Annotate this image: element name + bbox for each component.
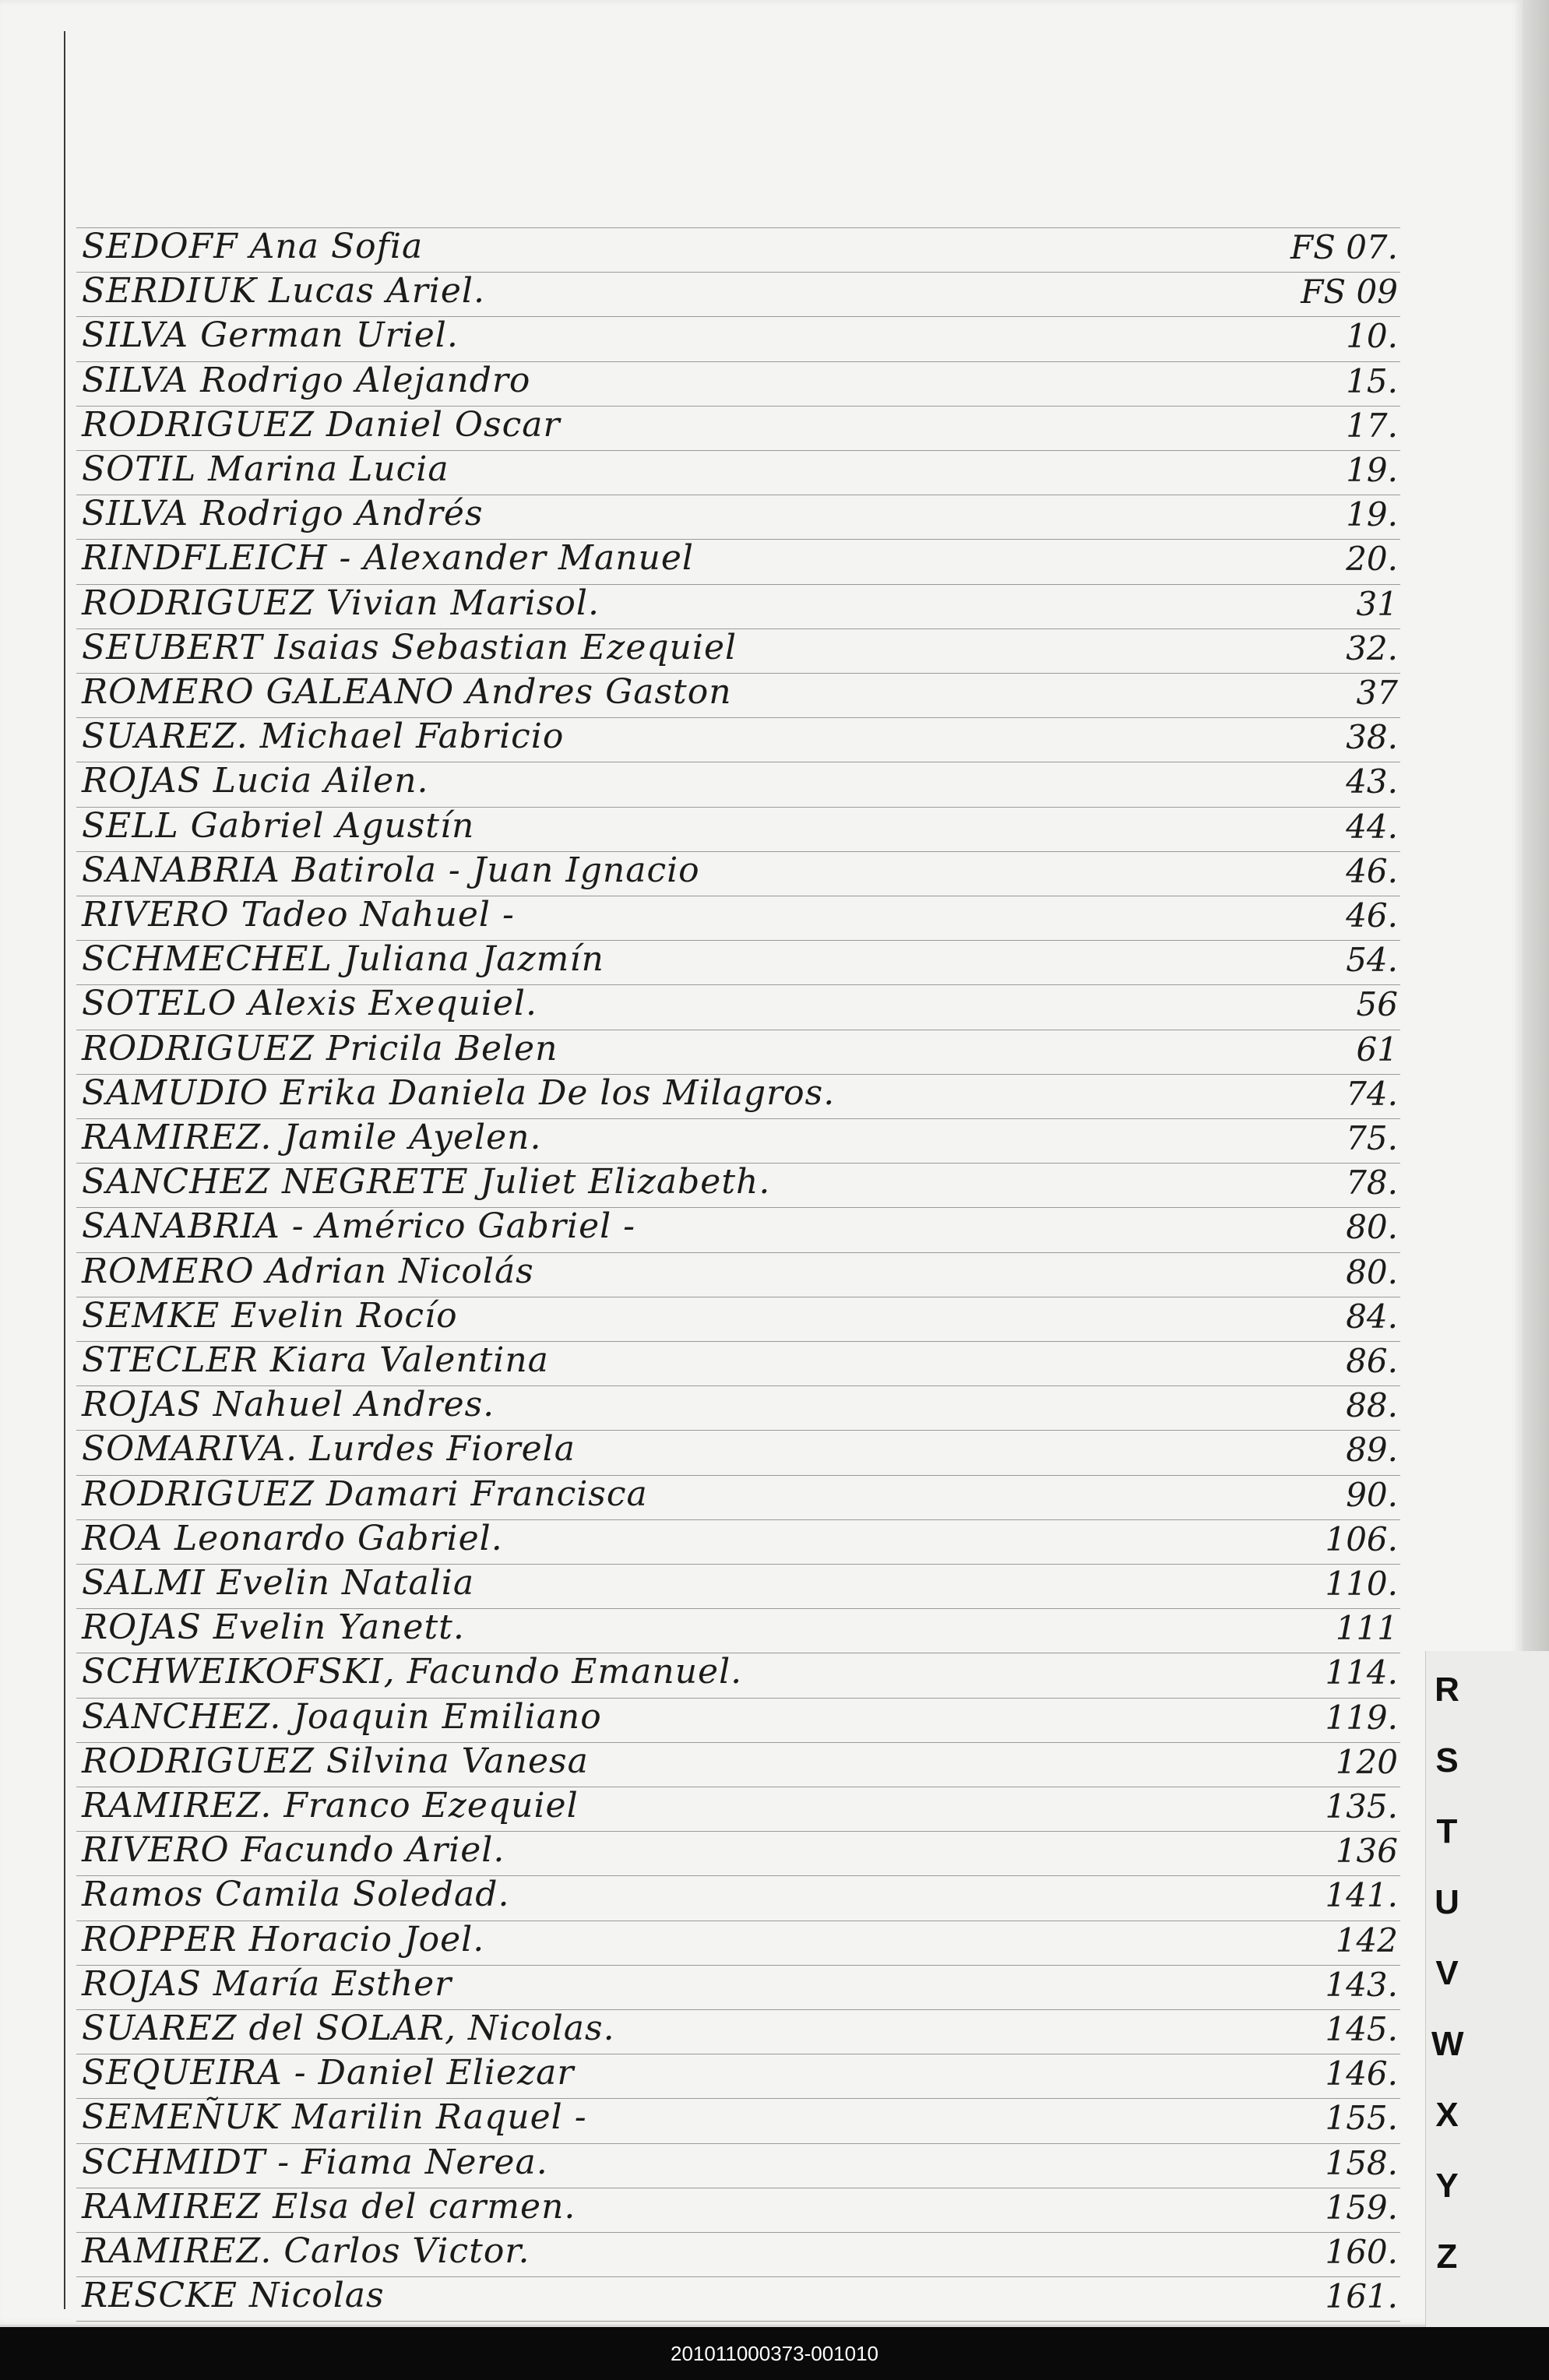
list-item xyxy=(82,1965,1406,2009)
entry-number: 75. xyxy=(1346,1119,1398,1157)
entry-number: 155. xyxy=(1325,2099,1398,2138)
entry-number: 110. xyxy=(1325,1565,1398,1603)
entry-name: ROPPER Horacio Joel. xyxy=(82,1919,485,1959)
list-item xyxy=(82,1430,1406,1473)
list-item xyxy=(82,1030,1406,1073)
entry-number: 20. xyxy=(1346,540,1398,579)
list-item xyxy=(82,227,1406,271)
list-item xyxy=(82,1163,1406,1206)
list-item xyxy=(82,1118,1406,1162)
margin-line xyxy=(64,31,65,2309)
entry-name: ROJAS Nahuel Andres. xyxy=(82,1385,495,1425)
list-item xyxy=(82,1252,1406,1296)
entry-number: 136 xyxy=(1335,1832,1398,1871)
entry-name: ROMERO GALEANO Andres Gaston xyxy=(82,672,732,712)
entry-name: RODRIGUEZ Pricila Belen xyxy=(82,1028,558,1069)
list-item xyxy=(82,717,1406,761)
entry-number: 54. xyxy=(1346,941,1398,980)
list-item xyxy=(82,1921,1406,1964)
entry-number: 161. xyxy=(1325,2277,1398,2316)
entry-number: 19. xyxy=(1346,495,1398,534)
list-item xyxy=(82,2232,1406,2276)
index-tab-letter: Y xyxy=(1435,2167,1459,2205)
list-item xyxy=(82,539,1406,583)
entry-number: 80. xyxy=(1346,1208,1398,1247)
entry-number: FS 09 xyxy=(1301,273,1398,312)
entry-number: 160. xyxy=(1325,2233,1398,2271)
entry-name: ROJAS Evelin Yanett. xyxy=(82,1607,465,1648)
list-item xyxy=(82,1074,1406,1118)
list-item xyxy=(82,2143,1406,2187)
list-item xyxy=(82,851,1406,895)
entry-name: SOMARIVA. Lurdes Fiorela xyxy=(82,1429,576,1470)
list-item xyxy=(82,807,1406,850)
list-item xyxy=(82,1475,1406,1519)
entry-number: 78. xyxy=(1346,1164,1398,1202)
index-tab-letter: Z xyxy=(1436,2237,1458,2276)
list-item xyxy=(82,2098,1406,2142)
list-item xyxy=(82,1653,1406,1696)
entry-number: 135. xyxy=(1325,1787,1398,1825)
entry-number: 141. xyxy=(1325,1876,1398,1915)
list-item xyxy=(82,2276,1406,2320)
entry-number: FS 07. xyxy=(1290,228,1398,266)
entry-name: RODRIGUEZ Daniel Oscar xyxy=(82,404,561,445)
entry-name: SANCHEZ. Joaquin Emiliano xyxy=(82,1696,602,1737)
list-item xyxy=(82,940,1406,984)
entry-name: SILVA German Uriel. xyxy=(82,315,459,356)
entry-name: ROJAS Lucia Ailen. xyxy=(82,761,429,801)
entry-name: SEQUEIRA - Daniel Eliezar xyxy=(82,2053,575,2093)
list-item xyxy=(82,361,1406,405)
entry-number: 114. xyxy=(1325,1653,1398,1692)
entry-name: ROJAS María Esther xyxy=(82,1963,452,2004)
entry-number: 143. xyxy=(1325,1965,1398,2004)
entry-number: 120 xyxy=(1335,1742,1398,1781)
entry-number: 119. xyxy=(1325,1698,1398,1737)
index-tab-letter: R xyxy=(1435,1671,1459,1709)
entry-name: Ramos Camila Soledad. xyxy=(82,1875,510,1915)
list-item xyxy=(82,584,1406,628)
entry-name: ROMERO Adrian Nicolás xyxy=(82,1251,534,1291)
list-item xyxy=(82,316,1406,360)
list-item xyxy=(82,2054,1406,2097)
entry-name: ROA Leonardo Gabriel. xyxy=(82,1518,503,1558)
entry-name: SANABRIA Batirola - Juan Ignacio xyxy=(82,850,700,890)
entry-number: 146. xyxy=(1325,2054,1398,2093)
entry-name: SALMI Evelin Natalia xyxy=(82,1563,475,1603)
entry-number: 43. xyxy=(1346,762,1398,801)
list-item xyxy=(82,272,1406,315)
index-tab-letter: X xyxy=(1435,2096,1459,2134)
list-item xyxy=(82,406,1406,449)
entry-number: 89. xyxy=(1346,1431,1398,1470)
list-item xyxy=(82,1519,1406,1563)
entry-name: SANCHEZ NEGRETE Juliet Elizabeth. xyxy=(82,1162,771,1202)
entry-name: RAMIREZ. Jamile Ayelen. xyxy=(82,1118,542,1157)
list-item xyxy=(82,1341,1406,1385)
index-tab-letter: U xyxy=(1435,1883,1459,1921)
entry-name: SEMEÑUK Marilin Raquel - xyxy=(82,2097,587,2138)
entry-number: 80. xyxy=(1346,1252,1398,1291)
entry-name: SELL Gabriel Agustín xyxy=(82,805,475,846)
entry-number: 61 xyxy=(1356,1030,1398,1069)
entry-number: 159. xyxy=(1325,2188,1398,2227)
list-item xyxy=(82,762,1406,805)
page-edge xyxy=(1523,0,1549,1651)
entry-name: SEDOFF Ana Sofia xyxy=(82,227,424,266)
list-item xyxy=(82,1698,1406,1741)
entry-number: 142 xyxy=(1335,1921,1398,1959)
list-item xyxy=(82,1875,1406,1919)
list-item xyxy=(82,495,1406,538)
entry-number: 106. xyxy=(1325,1519,1398,1558)
entry-name: SANABRIA - Américo Gabriel - xyxy=(82,1206,636,1247)
index-tab-letter: V xyxy=(1435,1954,1459,1992)
list-item xyxy=(82,896,1406,939)
entry-number: 111 xyxy=(1335,1609,1398,1648)
list-item xyxy=(82,984,1406,1028)
entry-number: 46. xyxy=(1346,851,1398,890)
entry-number: 19. xyxy=(1346,451,1398,489)
entry-number: 88. xyxy=(1346,1386,1398,1425)
entry-name: SOTIL Marina Lucia xyxy=(82,449,449,489)
list-item xyxy=(82,1564,1406,1607)
list-item xyxy=(82,1297,1406,1340)
entry-number: 10. xyxy=(1346,317,1398,356)
entry-name: RODRIGUEZ Silvina Vanesa xyxy=(82,1741,589,1781)
entry-number: 158. xyxy=(1325,2143,1398,2182)
entry-number: 86. xyxy=(1346,1342,1398,1380)
entry-name: SILVA Rodrigo Andrés xyxy=(82,494,484,534)
image-caption: 201011000373-001010 xyxy=(670,2342,878,2365)
list-item xyxy=(82,1385,1406,1429)
entry-number: 84. xyxy=(1346,1297,1398,1336)
entry-number: 46. xyxy=(1346,896,1398,935)
caption-bar xyxy=(0,2327,1549,2380)
entry-name: RAMIREZ Elsa del carmen. xyxy=(82,2186,576,2227)
ruled-line xyxy=(76,2321,1400,2322)
list-item xyxy=(82,1207,1406,1251)
entry-name: RODRIGUEZ Vivian Marisol. xyxy=(82,583,600,623)
entry-name: RODRIGUEZ Damari Francisca xyxy=(82,1473,648,1514)
entry-name: SOTELO Alexis Exequiel. xyxy=(82,984,537,1024)
entry-name: RIVERO Facundo Ariel. xyxy=(82,1830,505,1871)
list-item xyxy=(82,1742,1406,1786)
list-item xyxy=(82,1831,1406,1875)
list-item xyxy=(82,1608,1406,1652)
index-tab-letter: T xyxy=(1436,1812,1458,1850)
entry-number: 37 xyxy=(1356,674,1398,712)
entry-number: 90. xyxy=(1346,1475,1398,1514)
list-item xyxy=(82,2009,1406,2053)
entry-number: 74. xyxy=(1346,1074,1398,1113)
entry-number: 145. xyxy=(1325,2010,1398,2048)
entry-name: SERDIUK Lucas Ariel. xyxy=(82,271,485,312)
entry-name: SCHWEIKOFSKI, Facundo Emanuel. xyxy=(82,1652,743,1692)
entry-name: SUAREZ del SOLAR, Nicolas. xyxy=(82,2009,615,2048)
entry-number: 31 xyxy=(1356,584,1398,623)
entry-number: 17. xyxy=(1346,406,1398,445)
entry-name: RESCKE Nicolas xyxy=(82,2276,385,2316)
entry-name: SILVA Rodrigo Alejandro xyxy=(82,360,531,400)
entry-name: SEMKE Evelin Rocío xyxy=(82,1295,458,1336)
entry-name: SCHMIDT - Fiama Nerea. xyxy=(82,2142,548,2182)
entry-name: SUAREZ. Michael Fabricio xyxy=(82,716,565,757)
index-tab-letter: S xyxy=(1435,1741,1459,1780)
entry-name: STECLER Kiara Valentina xyxy=(82,1340,549,1380)
entry-name: RIVERO Tadeo Nahuel - xyxy=(82,895,515,935)
list-item xyxy=(82,673,1406,716)
list-item xyxy=(82,628,1406,672)
entry-name: SAMUDIO Erika Daniela De los Milagros. xyxy=(82,1072,836,1113)
index-tab-letter: W xyxy=(1431,2025,1464,2063)
entry-number: 56 xyxy=(1356,985,1398,1024)
list-item xyxy=(82,450,1406,494)
entry-name: SCHMECHEL Juliana Jazmín xyxy=(82,939,604,980)
entry-name: RAMIREZ. Franco Ezequiel xyxy=(82,1786,579,1825)
entry-number: 38. xyxy=(1346,718,1398,757)
entry-number: 32. xyxy=(1346,628,1398,667)
entry-number: 15. xyxy=(1346,361,1398,400)
entry-name: RINDFLEICH - Alexander Manuel xyxy=(82,538,694,579)
entry-name: RAMIREZ. Carlos Victor. xyxy=(82,2231,530,2271)
entry-number: 44. xyxy=(1346,807,1398,846)
entry-name: SEUBERT Isaias Sebastian Ezequiel xyxy=(82,627,738,667)
list-item xyxy=(82,1787,1406,1830)
list-item xyxy=(82,2188,1406,2231)
